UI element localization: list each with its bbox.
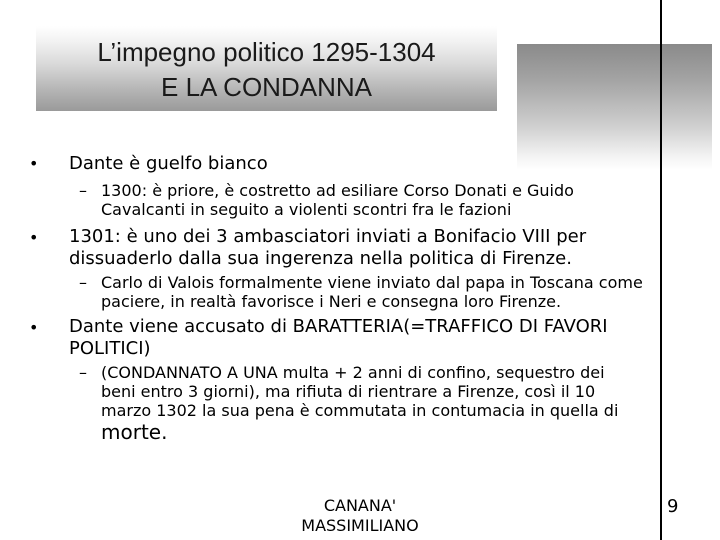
bullet-text-line: Dante è guelfo bianco <box>69 153 268 174</box>
bullet-text-line: dissuaderlo dalla sua ingerenza nella politica di Firenze. <box>69 248 572 269</box>
bullet-item-baratteria <box>69 316 608 360</box>
slide-title-box <box>36 26 497 111</box>
page-number: 9 <box>667 496 679 517</box>
bullet-item-ambasciatori <box>69 226 586 270</box>
bullet-text-line: POLITICI) <box>69 338 151 359</box>
bullet-marker: • <box>29 318 39 337</box>
footer-line: MASSIMILIANO <box>301 516 419 535</box>
subitem-text-line: marzo 1302 la sua pena è commutata in contumacia in quella di <box>101 401 619 420</box>
subitem-text-line: (CONDANNATO A UNA multa + 2 anni di confino, sequestro dei <box>101 363 605 382</box>
bullet-text-line: Dante viene accusato di BARATTERIA(=TRAFFICO DI FAVORI <box>69 316 608 337</box>
subitem-text-line: beni entro 3 giorni), ma rifiuta di rientrare a Firenze, così il 10 <box>101 382 596 401</box>
subitem-text-line: 1300: è priore, è costretto ad esiliare Corso Donati e Guido <box>101 181 574 200</box>
slide-title-line-2: E LA CONDANNA <box>161 72 372 102</box>
subitem-text-line-morte: morte. <box>101 420 168 444</box>
bullet-text-line: 1301: è uno dei 3 ambasciatori inviati a Bonifacio VIII per <box>69 226 587 247</box>
slide-footer-author <box>270 496 450 536</box>
slide-title-line-1: L’impegno politico 1295-1304 <box>97 37 436 67</box>
decorative-gradient-band <box>517 44 712 170</box>
subitem-text-line: Cavalcanti in seguito a violenti scontri fra le fazioni <box>101 200 512 219</box>
bullet-marker: • <box>29 154 39 173</box>
bullet-item-guelfo <box>69 153 268 175</box>
subitem-text-line: paciere, in realtà favorisce i Neri e consegna loro Firenze. <box>101 292 562 311</box>
dash-marker: – <box>79 273 87 292</box>
dash-marker: – <box>79 363 87 382</box>
subitem-text-line: Carlo di Valois formalmente viene inviato dal papa in Toscana come <box>101 273 643 292</box>
vertical-rule <box>660 0 662 540</box>
subitem-valois <box>101 273 643 311</box>
subitem-priore <box>101 181 574 219</box>
dash-marker: – <box>79 181 87 200</box>
bullet-marker: • <box>29 228 39 247</box>
footer-line: CANANA' <box>323 496 397 515</box>
subitem-condanna <box>101 363 618 442</box>
